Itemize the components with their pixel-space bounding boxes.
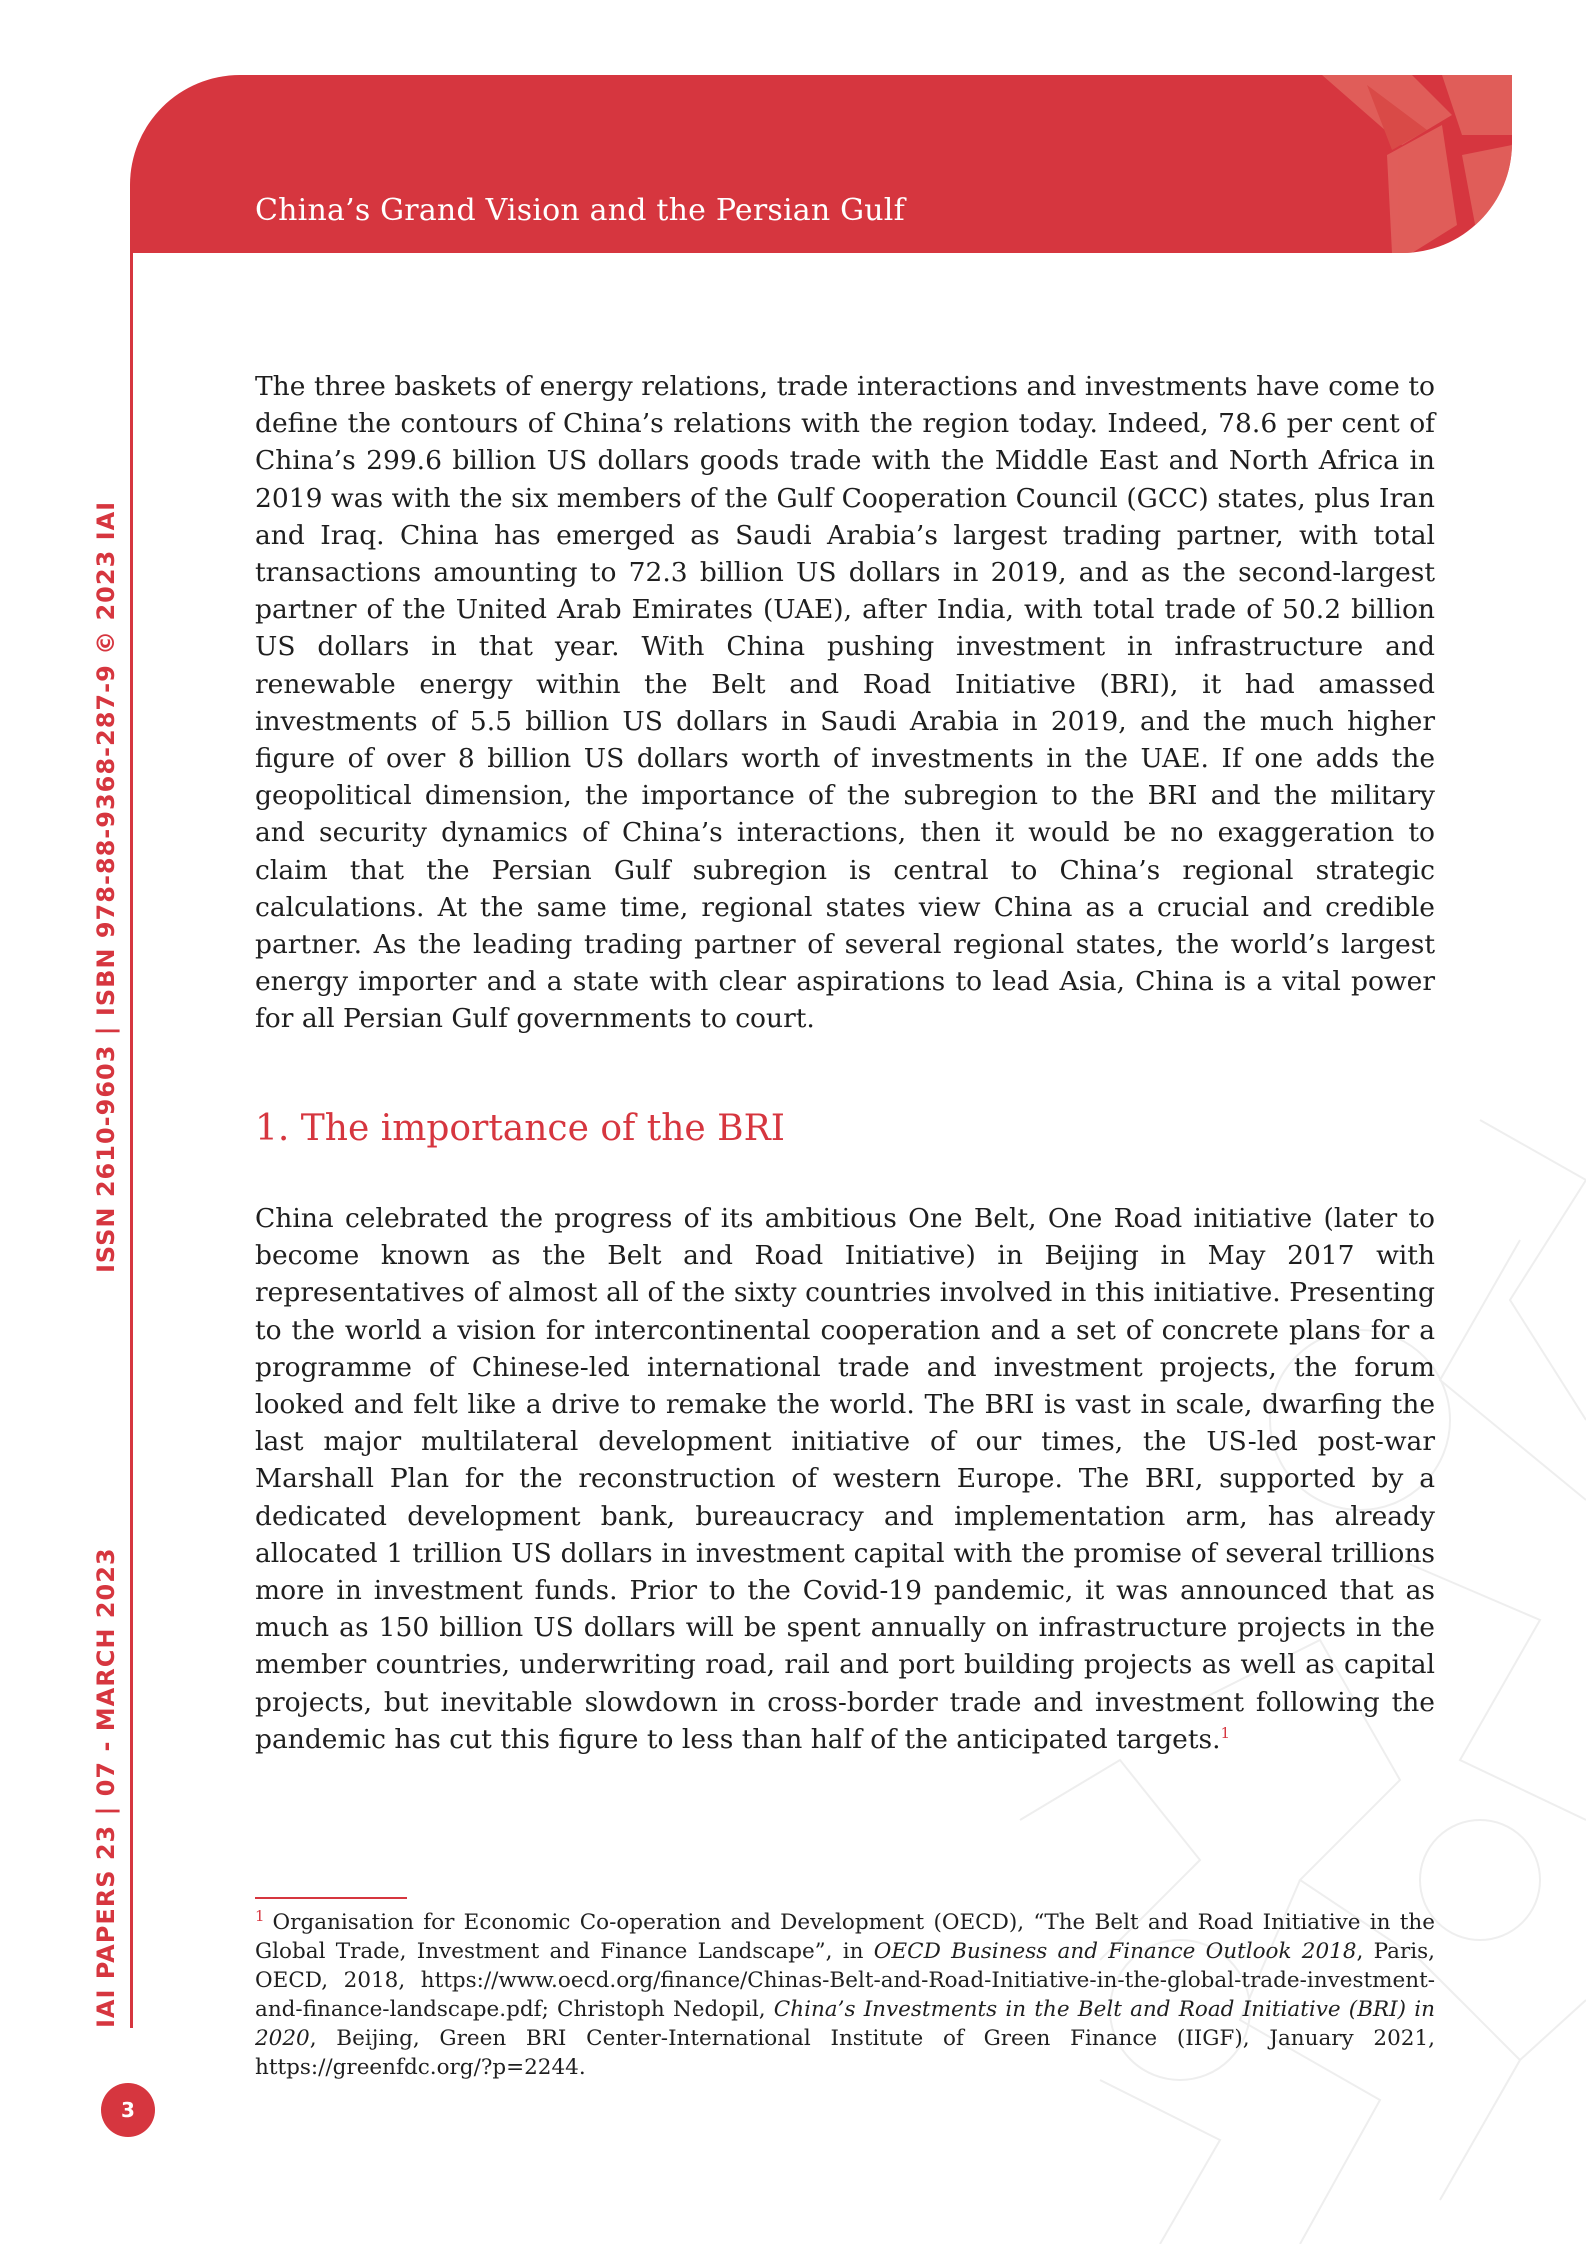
paragraph-gulf-relations: The three baskets of energy relations, trade interactions and investments have come to define the contours of China’s relations with the region today. Indeed, 78.6 per cent of China’s 299.6 billion US dollars goods trade with the Middle East and North Africa in 2019 was with the six members of the Gulf Cooperation Council (GCC) states, plus Iran and Iraq. China has emerged as Saudi Arabia’s largest trading partner, with total transactions amounting to 72.3 billion US dollars in 2019, and as the second-largest partner of the United Arab Emirates (UAE), after India, with total trade of 50.2 billion US dollars in that year. With China pushing investment in infrastructure and renewable energy within the Belt and Road Initiative (BRI), it had amassed investments of 5.5 billion US dollars in Saudi Arabia in 2019, and the much higher figure of over 8 billion US dollars worth of investments in the UAE. If one adds the geopolitical dimension, the importance of the subregion to the BRI and the military and security dynamics of China’s interactions, then it would be no exaggeration to claim that the Persian Gulf subregion is central to China’s regional strategic calculations. At the same time, regional states view China as a crucial and credible partner. As the leading trading partner of several regional states, the world’s largest energy importer and a state with clear aspirations to lead Asia, China is a vital power for all Persian Gulf governments to court. (255, 371, 1435, 1035)
iai-logo-icon (1292, 75, 1512, 253)
left-vertical-rule (130, 253, 133, 2028)
footnote (255, 1908, 1435, 2082)
page-number-badge: 3 (101, 2083, 155, 2137)
section-heading: 1. The importance of the BRI (255, 1108, 785, 1149)
header-banner (130, 75, 1512, 253)
footnote-italic-title-2: China’s Investments in the Belt and Road Initiative (BRI) in 2020 (255, 1997, 1436, 2051)
footnote-text-2: , Paris, OECD, 2018, https://www.oecd.org/finance/Chinas-Belt-and-Road-Initiative-in-the-global-trade-investment-and-finance-landscape.pdf; Christoph Nedopil, (255, 1939, 1435, 2022)
series-issue-date: IAI PAPERS 23 | 07 - MARCH 2023 (92, 1547, 120, 2028)
footnote-divider (255, 1897, 407, 1899)
header-title: China’s Grand Vision and the Persian Gulf (255, 193, 905, 228)
footnote-italic-title-1: OECD Business and Finance Outlook 2018 (873, 1939, 1357, 1964)
issn-isbn-copyright: ISSN 2610-9603 | ISBN 978-88-9368-287-9 © 2023 IAI (92, 500, 120, 1273)
footnote-text-3: , Beijing, Green BRI Center-International Institute of Green Finance (IIGF), January 2021, https://greenfdc.org/?p=2244. (255, 2026, 1435, 2080)
paragraph-bri-importance (255, 1200, 1435, 1758)
paragraph-bri-text: China celebrated the progress of its ambitious One Belt, One Road initiative (later to become known as the Belt and Road Initiative) in Beijing in May 2017 with representatives of almost all of the sixty countries involved in this initiative. Presenting to the world a vision for intercontinental cooperation and a set of concrete plans for a programme of Chinese-led international trade and investment projects, the forum looked and felt like a drive to remake the world. The BRI is vast in scale, dwarfing the last major multilateral development initiative of our times, the US-led post-war Marshall Plan for the reconstruction of western Europe. The BRI, supported by a dedicated development bank, bureaucracy and implementation arm, has already allocated 1 trillion US dollars in investment capital with the promise of several trillions more in investment funds. Prior to the Covid-19 pandemic, it was announced that as much as 150 billion US dollars will be spent annually on infrastructure projects in the member countries, underwriting road, rail and port building projects as well as capital projects, but inevitable slowdown in cross-border trade and investment following the pandemic has cut this figure to less than half of the anticipated targets. (255, 1203, 1435, 1755)
footnote-reference-link[interactable]: 1 (1220, 1724, 1231, 1743)
footnote-text-1: Organisation for Economic Co-operation and Development (OECD), “The Belt and Road Initiative in the Global Trade, Investment and Finance Landscape”, in (255, 1910, 1435, 1964)
footnote-number: 1 (255, 1906, 265, 1925)
